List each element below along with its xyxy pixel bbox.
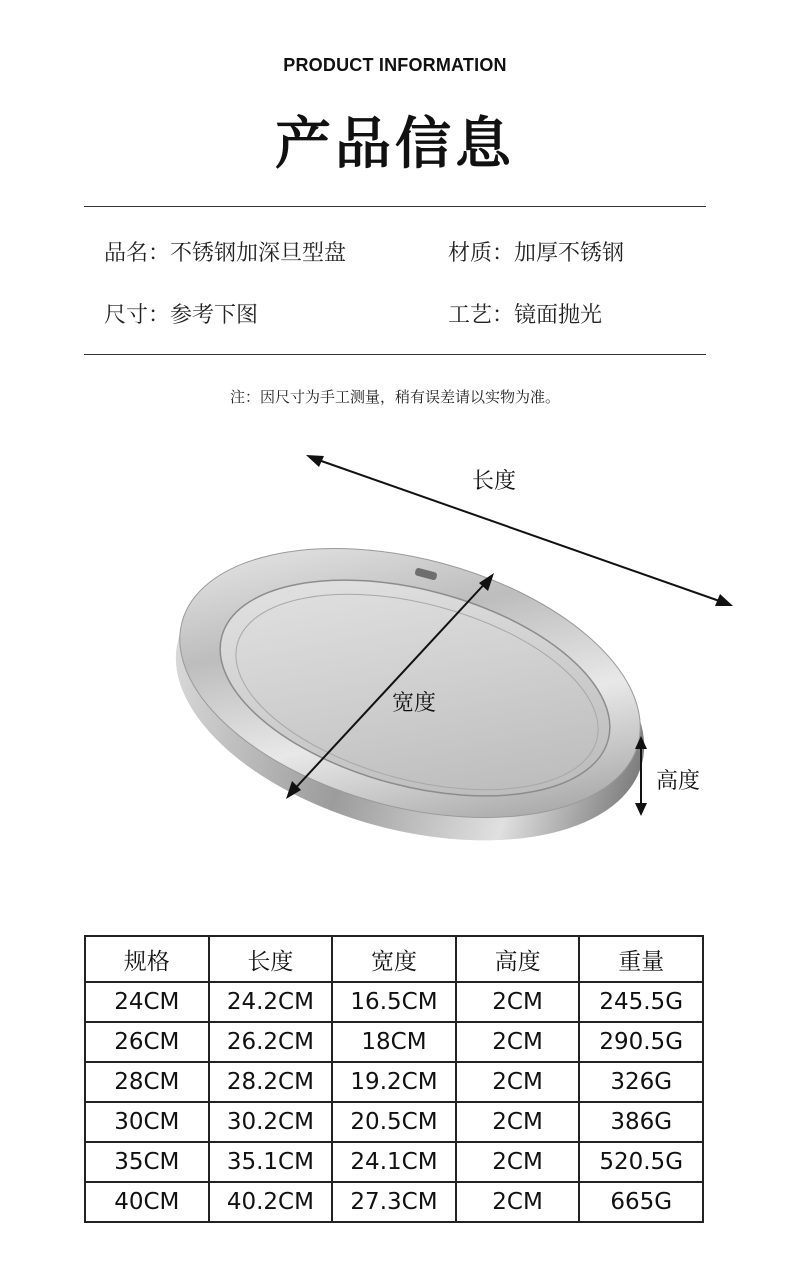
header-spec: 规格 — [85, 936, 209, 982]
cell-length: 26.2CM — [209, 1022, 333, 1062]
cell-height: 2CM — [456, 1022, 580, 1062]
cell-spec: 30CM — [85, 1102, 209, 1142]
cell-length: 40.2CM — [209, 1182, 333, 1222]
cell-height: 2CM — [456, 1142, 580, 1182]
header-length: 长度 — [209, 936, 333, 982]
length-arrow-head-right — [715, 594, 733, 606]
length-label: 长度 — [472, 469, 517, 494]
cell-weight: 665G — [579, 1182, 703, 1222]
cell-weight: 326G — [579, 1062, 703, 1102]
cell-height: 2CM — [456, 1102, 580, 1142]
cell-length: 28.2CM — [209, 1062, 333, 1102]
cell-length: 35.1CM — [209, 1142, 333, 1182]
cell-weight: 386G — [579, 1102, 703, 1142]
cell-width: 16.5CM — [332, 982, 456, 1022]
spec-table-header-row — [85, 936, 703, 982]
table-row — [85, 1102, 703, 1142]
measurement-note: 注：因尺寸为手工测量，稍有误差请以实物为准。 — [229, 388, 560, 406]
height-label: 高度 — [656, 769, 701, 794]
cell-height: 2CM — [456, 982, 580, 1022]
table-row — [85, 1142, 703, 1182]
cell-width: 19.2CM — [332, 1062, 456, 1102]
cell-height: 2CM — [456, 1062, 580, 1102]
cell-spec: 26CM — [85, 1022, 209, 1062]
cell-width: 24.1CM — [332, 1142, 456, 1182]
cell-width: 18CM — [332, 1022, 456, 1062]
cell-width: 27.3CM — [332, 1182, 456, 1222]
divider-bottom — [84, 354, 706, 355]
header-weight: 重量 — [579, 936, 703, 982]
info-product-name: 品名：不锈钢加深旦型盘 — [104, 241, 347, 266]
cell-spec: 24CM — [85, 982, 209, 1022]
cell-spec: 40CM — [85, 1182, 209, 1222]
page-title: 产品信息 — [275, 112, 515, 177]
cell-weight: 290.5G — [579, 1022, 703, 1062]
info-craft: 工艺：镜面抛光 — [448, 303, 603, 328]
cell-spec: 28CM — [85, 1062, 209, 1102]
tray-illustration — [160, 440, 760, 860]
info-material: 材质：加厚不锈钢 — [448, 241, 625, 266]
header-height: 高度 — [456, 936, 580, 982]
cell-height: 2CM — [456, 1182, 580, 1222]
table-row — [85, 982, 703, 1022]
spec-table — [84, 935, 704, 1223]
width-label: 宽度 — [392, 691, 437, 716]
cell-weight: 520.5G — [579, 1142, 703, 1182]
cell-width: 20.5CM — [332, 1102, 456, 1142]
length-arrow-head-left — [306, 455, 324, 467]
info-size: 尺寸：参考下图 — [104, 303, 259, 328]
divider-top — [84, 206, 706, 207]
header-width: 宽度 — [332, 936, 456, 982]
table-row — [85, 1022, 703, 1062]
table-row — [85, 1182, 703, 1222]
cell-length: 24.2CM — [209, 982, 333, 1022]
product-figure — [160, 440, 760, 860]
cell-spec: 35CM — [85, 1142, 209, 1182]
cell-length: 30.2CM — [209, 1102, 333, 1142]
height-arrow-head-bottom — [635, 803, 647, 816]
section-eyebrow: PRODUCT INFORMATION — [283, 55, 507, 75]
table-row — [85, 1062, 703, 1102]
cell-weight: 245.5G — [579, 982, 703, 1022]
